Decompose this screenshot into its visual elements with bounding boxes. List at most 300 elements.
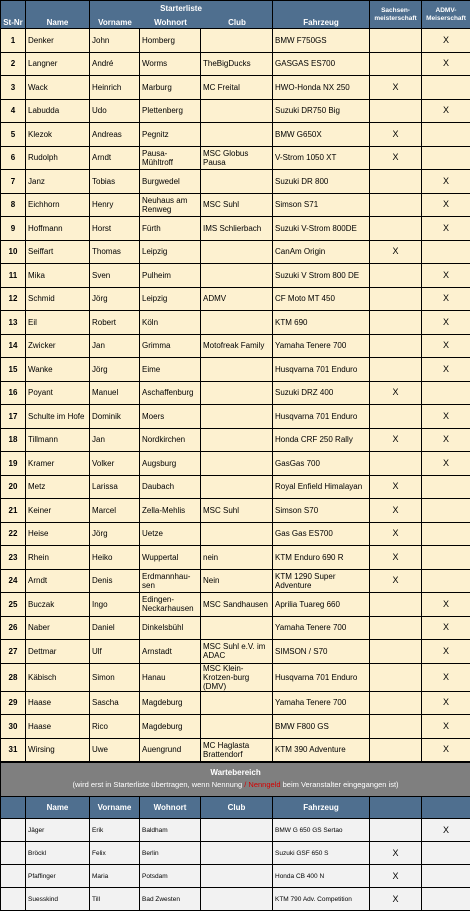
cell-sachsen bbox=[370, 52, 422, 76]
col-header-sachsen: Sachsen-meisterschaft bbox=[370, 1, 422, 29]
cell-nr: 16 bbox=[1, 381, 26, 405]
cell-club bbox=[201, 311, 273, 335]
table-row bbox=[1, 287, 470, 311]
cell-admv: X bbox=[422, 170, 470, 194]
cell-nr: 7 bbox=[1, 170, 26, 194]
cell-wohnort: Aschaffenburg bbox=[140, 381, 201, 405]
cell-club bbox=[201, 240, 273, 264]
cell-fahrzeug: Suzuki DR750 Big bbox=[273, 99, 370, 123]
cell-fahrzeug: Suzuki DR 800 bbox=[273, 170, 370, 194]
cell-name: Wanke bbox=[26, 358, 90, 382]
cell-vorname: Marcel bbox=[90, 499, 140, 523]
cell-sachsen: X bbox=[370, 475, 422, 499]
col-header-club: Club bbox=[201, 18, 273, 27]
table-row bbox=[1, 546, 470, 570]
wait-cell-name: Jäger bbox=[26, 819, 90, 842]
cell-fahrzeug: BMW F750GS bbox=[273, 29, 370, 53]
wait-cell-fahrzeug: Suzuki GSF 650 S bbox=[273, 842, 370, 865]
cell-admv bbox=[422, 146, 470, 170]
cell-vorname: Simon bbox=[90, 663, 140, 691]
cell-vorname: Rico bbox=[90, 715, 140, 739]
cell-nr: 25 bbox=[1, 593, 26, 617]
cell-fahrzeug: BMW G650X bbox=[273, 123, 370, 147]
cell-sachsen: X bbox=[370, 240, 422, 264]
cell-club: MSC Suhl bbox=[201, 499, 273, 523]
cell-wohnort: Magdeburg bbox=[140, 691, 201, 715]
cell-name: Käbisch bbox=[26, 663, 90, 691]
cell-sachsen bbox=[370, 691, 422, 715]
cell-vorname: Ingo bbox=[90, 593, 140, 617]
cell-sachsen bbox=[370, 616, 422, 640]
cell-nr: 12 bbox=[1, 287, 26, 311]
cell-admv: X bbox=[422, 640, 470, 664]
wait-note bbox=[3, 779, 468, 790]
cell-admv: X bbox=[422, 452, 470, 476]
cell-sachsen bbox=[370, 334, 422, 358]
wait-cell-club bbox=[201, 842, 273, 865]
cell-sachsen bbox=[370, 170, 422, 194]
cell-vorname: Volker bbox=[90, 452, 140, 476]
cell-vorname: Jan bbox=[90, 428, 140, 452]
cell-fahrzeug: CanAm Origin bbox=[273, 240, 370, 264]
cell-club: ADMV bbox=[201, 287, 273, 311]
cell-fahrzeug: Husqvarna 701 Enduro bbox=[273, 405, 370, 429]
cell-admv: X bbox=[422, 738, 470, 762]
wait-cell-vorname: Till bbox=[90, 888, 140, 911]
cell-wohnort: Daubach bbox=[140, 475, 201, 499]
cell-wohnort: Magdeburg bbox=[140, 715, 201, 739]
cell-sachsen bbox=[370, 358, 422, 382]
cell-admv: X bbox=[422, 217, 470, 241]
wait-cell-empty bbox=[1, 819, 26, 842]
wait-col-header-fahrzeug: Fahrzeug bbox=[273, 797, 370, 819]
cell-club bbox=[201, 691, 273, 715]
wait-list-row bbox=[1, 819, 470, 842]
wait-cell-fahrzeug: BMW G 650 GS Sertao bbox=[273, 819, 370, 842]
cell-club bbox=[201, 99, 273, 123]
cell-sachsen: X bbox=[370, 76, 422, 100]
wait-note-end: beim Veranstalter eingegangen ist) bbox=[281, 780, 399, 789]
cell-admv: X bbox=[422, 193, 470, 217]
table-row bbox=[1, 616, 470, 640]
cell-wohnort: Neuhaus am Renweg bbox=[140, 193, 201, 217]
cell-fahrzeug: BMW F800 GS bbox=[273, 715, 370, 739]
cell-admv: X bbox=[422, 663, 470, 691]
cell-vorname: Andreas bbox=[90, 123, 140, 147]
wait-cell-vorname: Maria bbox=[90, 865, 140, 888]
cell-wohnort: Leipzig bbox=[140, 287, 201, 311]
cell-club: TheBigDucks bbox=[201, 52, 273, 76]
cell-wohnort: Homberg bbox=[140, 29, 201, 53]
wait-col-header-name: Name bbox=[26, 797, 90, 819]
cell-club: MSC Suhl e.V. im ADAC bbox=[201, 640, 273, 664]
cell-sachsen bbox=[370, 452, 422, 476]
cell-nr: 11 bbox=[1, 264, 26, 288]
cell-nr: 4 bbox=[1, 99, 26, 123]
cell-admv bbox=[422, 499, 470, 523]
table-row bbox=[1, 358, 470, 382]
table-row bbox=[1, 499, 470, 523]
cell-club bbox=[201, 428, 273, 452]
cell-name: Mika bbox=[26, 264, 90, 288]
wait-cell-fahrzeug: KTM 790 Adv. Competition bbox=[273, 888, 370, 911]
cell-wohnort: Leipzig bbox=[140, 240, 201, 264]
cell-vorname: Horst bbox=[90, 217, 140, 241]
cell-sachsen: X bbox=[370, 123, 422, 147]
cell-wohnort: Erdmannhau-sen bbox=[140, 569, 201, 593]
wait-title-cell bbox=[1, 763, 470, 797]
cell-admv bbox=[422, 123, 470, 147]
cell-nr: 29 bbox=[1, 691, 26, 715]
cell-admv: X bbox=[422, 358, 470, 382]
table-row bbox=[1, 593, 470, 617]
cell-nr: 28 bbox=[1, 663, 26, 691]
cell-fahrzeug: KTM 1290 Super Adventure bbox=[273, 569, 370, 593]
wait-cell-sachsen: X bbox=[370, 865, 422, 888]
table-row bbox=[1, 52, 470, 76]
wait-note-red: / Nenngeld bbox=[242, 780, 280, 789]
cell-admv bbox=[422, 546, 470, 570]
wait-cell-vorname: Erik bbox=[90, 819, 140, 842]
wait-cell-empty bbox=[1, 865, 26, 888]
table-row bbox=[1, 715, 470, 739]
cell-club: IMS Schlierbach bbox=[201, 217, 273, 241]
col-header-name: Name bbox=[26, 1, 90, 29]
wait-cell-empty bbox=[1, 888, 26, 911]
wait-list-row bbox=[1, 865, 470, 888]
cell-vorname: Heiko bbox=[90, 546, 140, 570]
cell-name: Haase bbox=[26, 691, 90, 715]
cell-nr: 10 bbox=[1, 240, 26, 264]
cell-vorname: Udo bbox=[90, 99, 140, 123]
table-row bbox=[1, 452, 470, 476]
cell-sachsen bbox=[370, 217, 422, 241]
cell-admv bbox=[422, 240, 470, 264]
cell-club bbox=[201, 475, 273, 499]
cell-name: Schulte im Hofe bbox=[26, 405, 90, 429]
wait-title: Wartebereich bbox=[3, 767, 468, 779]
table-row bbox=[1, 334, 470, 358]
table-row bbox=[1, 311, 470, 335]
wait-cell-admv bbox=[422, 888, 470, 911]
wait-col-header-vorname: Vorname bbox=[90, 797, 140, 819]
cell-fahrzeug: CF Moto MT 450 bbox=[273, 287, 370, 311]
cell-club: Nein bbox=[201, 569, 273, 593]
cell-wohnort: Pausa-Mühltroff bbox=[140, 146, 201, 170]
cell-sachsen bbox=[370, 405, 422, 429]
cell-name: Haase bbox=[26, 715, 90, 739]
col-header-wohnort: Wohnort bbox=[140, 18, 201, 27]
cell-club bbox=[201, 616, 273, 640]
cell-sachsen bbox=[370, 738, 422, 762]
cell-vorname: Sven bbox=[90, 264, 140, 288]
cell-club bbox=[201, 170, 273, 194]
col-header-nr: St-Nr bbox=[1, 1, 26, 29]
cell-vorname: Jörg bbox=[90, 287, 140, 311]
cell-sachsen bbox=[370, 640, 422, 664]
cell-admv: X bbox=[422, 311, 470, 335]
cell-name: Eichhorn bbox=[26, 193, 90, 217]
cell-vorname: Sascha bbox=[90, 691, 140, 715]
cell-vorname: Daniel bbox=[90, 616, 140, 640]
table-row bbox=[1, 663, 470, 691]
cell-club bbox=[201, 522, 273, 546]
cell-admv: X bbox=[422, 334, 470, 358]
cell-vorname: Robert bbox=[90, 311, 140, 335]
wait-cell-name: Suesskind bbox=[26, 888, 90, 911]
cell-vorname: Jörg bbox=[90, 522, 140, 546]
cell-club bbox=[201, 452, 273, 476]
cell-vorname: Arndt bbox=[90, 146, 140, 170]
cell-admv bbox=[422, 475, 470, 499]
cell-nr: 23 bbox=[1, 546, 26, 570]
cell-vorname: Henry bbox=[90, 193, 140, 217]
table-row bbox=[1, 264, 470, 288]
wait-cell-wohnort: Berlin bbox=[140, 842, 201, 865]
table-row bbox=[1, 691, 470, 715]
cell-name: Rhein bbox=[26, 546, 90, 570]
cell-sachsen: X bbox=[370, 546, 422, 570]
cell-club: MSC Globus Pausa bbox=[201, 146, 273, 170]
cell-wohnort: Burgwedel bbox=[140, 170, 201, 194]
cell-nr: 2 bbox=[1, 52, 26, 76]
cell-wohnort: Wuppertal bbox=[140, 546, 201, 570]
cell-fahrzeug: Husqvarna 701 Enduro bbox=[273, 663, 370, 691]
col-header-vorname: Vorname bbox=[90, 18, 140, 27]
cell-sachsen: X bbox=[370, 146, 422, 170]
table-row bbox=[1, 428, 470, 452]
cell-name: Wack bbox=[26, 76, 90, 100]
cell-admv: X bbox=[422, 52, 470, 76]
table-row bbox=[1, 522, 470, 546]
cell-fahrzeug: KTM 690 bbox=[273, 311, 370, 335]
cell-vorname: André bbox=[90, 52, 140, 76]
wait-cell-admv bbox=[422, 865, 470, 888]
col-header-admv: ADMV-Meiserschaft bbox=[422, 1, 470, 29]
wait-header-row bbox=[1, 797, 470, 819]
cell-nr: 6 bbox=[1, 146, 26, 170]
cell-vorname: Manuel bbox=[90, 381, 140, 405]
cell-admv bbox=[422, 76, 470, 100]
table-row bbox=[1, 76, 470, 100]
cell-sachsen bbox=[370, 287, 422, 311]
wait-col-admv bbox=[422, 797, 470, 819]
table-row bbox=[1, 217, 470, 241]
table-row bbox=[1, 569, 470, 593]
cell-wohnort: Dinkelsbühl bbox=[140, 616, 201, 640]
cell-nr: 24 bbox=[1, 569, 26, 593]
cell-club bbox=[201, 123, 273, 147]
cell-fahrzeug: Yamaha Tenere 700 bbox=[273, 616, 370, 640]
wait-col-header-club: Club bbox=[201, 797, 273, 819]
cell-name: Kramer bbox=[26, 452, 90, 476]
cell-sachsen: X bbox=[370, 569, 422, 593]
cell-wohnort: Pegnitz bbox=[140, 123, 201, 147]
cell-admv bbox=[422, 569, 470, 593]
cell-vorname: Thomas bbox=[90, 240, 140, 264]
cell-nr: 1 bbox=[1, 29, 26, 53]
cell-wohnort: Grimma bbox=[140, 334, 201, 358]
cell-name: Schmid bbox=[26, 287, 90, 311]
cell-club: MSC Suhl bbox=[201, 193, 273, 217]
cell-wohnort: Moers bbox=[140, 405, 201, 429]
cell-club bbox=[201, 358, 273, 382]
table-row bbox=[1, 640, 470, 664]
cell-fahrzeug: Suzuki V-Strom 800DE bbox=[273, 217, 370, 241]
cell-sachsen bbox=[370, 593, 422, 617]
wait-cell-wohnort: Baldham bbox=[140, 819, 201, 842]
wait-cell-sachsen: X bbox=[370, 842, 422, 865]
cell-name: Keiner bbox=[26, 499, 90, 523]
cell-sachsen bbox=[370, 99, 422, 123]
cell-wohnort: Zella-Mehlis bbox=[140, 499, 201, 523]
cell-name: Wirsing bbox=[26, 738, 90, 762]
cell-name: Denker bbox=[26, 29, 90, 53]
cell-vorname: Jörg bbox=[90, 358, 140, 382]
table-row bbox=[1, 381, 470, 405]
cell-fahrzeug: Yamaha Tenere 700 bbox=[273, 334, 370, 358]
cell-admv: X bbox=[422, 264, 470, 288]
cell-fahrzeug: GasGas 700 bbox=[273, 452, 370, 476]
cell-admv: X bbox=[422, 616, 470, 640]
cell-fahrzeug: Aprilia Tuareg 660 bbox=[273, 593, 370, 617]
wait-cell-fahrzeug: Honda CB 400 N bbox=[273, 865, 370, 888]
cell-nr: 15 bbox=[1, 358, 26, 382]
cell-club bbox=[201, 264, 273, 288]
cell-wohnort: Köln bbox=[140, 311, 201, 335]
wait-col-sachsen bbox=[370, 797, 422, 819]
table-row bbox=[1, 170, 470, 194]
cell-vorname: Dominik bbox=[90, 405, 140, 429]
cell-nr: 17 bbox=[1, 405, 26, 429]
cell-name: Klezok bbox=[26, 123, 90, 147]
cell-wohnort: Augsburg bbox=[140, 452, 201, 476]
cell-sachsen: X bbox=[370, 499, 422, 523]
wait-cell-admv: X bbox=[422, 819, 470, 842]
cell-name: Hoffmann bbox=[26, 217, 90, 241]
cell-fahrzeug: KTM 390 Adventure bbox=[273, 738, 370, 762]
cell-name: Janz bbox=[26, 170, 90, 194]
cell-club: nein bbox=[201, 546, 273, 570]
cell-fahrzeug: Suzuki DRZ 400 bbox=[273, 381, 370, 405]
cell-name: Heise bbox=[26, 522, 90, 546]
table-row bbox=[1, 193, 470, 217]
cell-nr: 9 bbox=[1, 217, 26, 241]
cell-name: Dettmar bbox=[26, 640, 90, 664]
cell-vorname: Heinrich bbox=[90, 76, 140, 100]
cell-admv: X bbox=[422, 405, 470, 429]
cell-wohnort: Arnstadt bbox=[140, 640, 201, 664]
cell-fahrzeug: Simson S71 bbox=[273, 193, 370, 217]
cell-club bbox=[201, 715, 273, 739]
wait-list-row bbox=[1, 842, 470, 865]
cell-name: Eil bbox=[26, 311, 90, 335]
cell-admv: X bbox=[422, 593, 470, 617]
cell-name: Zwicker bbox=[26, 334, 90, 358]
cell-vorname: John bbox=[90, 29, 140, 53]
cell-club: MC Haglasta Brattendorf bbox=[201, 738, 273, 762]
cell-wohnort: Hanau bbox=[140, 663, 201, 691]
cell-nr: 5 bbox=[1, 123, 26, 147]
cell-vorname: Tobias bbox=[90, 170, 140, 194]
cell-sachsen: X bbox=[370, 522, 422, 546]
wait-note-start: (wird erst in Starterliste übertragen, wenn Nennung bbox=[73, 780, 243, 789]
cell-nr: 18 bbox=[1, 428, 26, 452]
cell-club: MSC Sandhausen bbox=[201, 593, 273, 617]
cell-club: MC Freital bbox=[201, 76, 273, 100]
table-row bbox=[1, 29, 470, 53]
cell-fahrzeug: Royal Enfield Himalayan bbox=[273, 475, 370, 499]
cell-wohnort: Eime bbox=[140, 358, 201, 382]
table-row bbox=[1, 738, 470, 762]
cell-sachsen bbox=[370, 663, 422, 691]
cell-nr: 19 bbox=[1, 452, 26, 476]
cell-sachsen: X bbox=[370, 428, 422, 452]
wait-cell-wohnort: Potsdam bbox=[140, 865, 201, 888]
cell-wohnort: Fürth bbox=[140, 217, 201, 241]
wait-cell-vorname: Felix bbox=[90, 842, 140, 865]
cell-vorname: Denis bbox=[90, 569, 140, 593]
cell-nr: 3 bbox=[1, 76, 26, 100]
title-and-headers bbox=[90, 1, 273, 29]
cell-fahrzeug: Simson S70 bbox=[273, 499, 370, 523]
wait-cell-club bbox=[201, 819, 273, 842]
cell-name: Poyant bbox=[26, 381, 90, 405]
cell-admv bbox=[422, 522, 470, 546]
cell-sachsen bbox=[370, 715, 422, 739]
cell-admv bbox=[422, 381, 470, 405]
cell-vorname: Uwe bbox=[90, 738, 140, 762]
cell-name: Metz bbox=[26, 475, 90, 499]
cell-sachsen: X bbox=[370, 381, 422, 405]
table-row bbox=[1, 99, 470, 123]
cell-admv: X bbox=[422, 287, 470, 311]
wait-cell-sachsen: X bbox=[370, 888, 422, 911]
cell-admv: X bbox=[422, 29, 470, 53]
cell-nr: 31 bbox=[1, 738, 26, 762]
cell-sachsen bbox=[370, 264, 422, 288]
cell-vorname: Larissa bbox=[90, 475, 140, 499]
cell-name: Rudolph bbox=[26, 146, 90, 170]
cell-sachsen bbox=[370, 29, 422, 53]
wait-cell-wohnort: Bad Zwesten bbox=[140, 888, 201, 911]
cell-name: Naber bbox=[26, 616, 90, 640]
wait-cell-club bbox=[201, 888, 273, 911]
cell-wohnort: Uetze bbox=[140, 522, 201, 546]
table-row bbox=[1, 146, 470, 170]
cell-nr: 13 bbox=[1, 311, 26, 335]
cell-admv: X bbox=[422, 691, 470, 715]
cell-wohnort: Nordkirchen bbox=[140, 428, 201, 452]
cell-admv: X bbox=[422, 428, 470, 452]
cell-wohnort: Worms bbox=[140, 52, 201, 76]
cell-name: Tillmann bbox=[26, 428, 90, 452]
wait-cell-name: Pfaffinger bbox=[26, 865, 90, 888]
cell-club bbox=[201, 381, 273, 405]
cell-fahrzeug: Husqvarna 701 Enduro bbox=[273, 358, 370, 382]
cell-fahrzeug: Suzuki V Strom 800 DE bbox=[273, 264, 370, 288]
cell-nr: 26 bbox=[1, 616, 26, 640]
cell-fahrzeug: SIMSON / S70 bbox=[273, 640, 370, 664]
cell-nr: 8 bbox=[1, 193, 26, 217]
cell-wohnort: Edingen-Neckarhausen bbox=[140, 593, 201, 617]
cell-wohnort: Marburg bbox=[140, 76, 201, 100]
col-header-fahrzeug: Fahrzeug bbox=[273, 1, 370, 29]
cell-sachsen bbox=[370, 311, 422, 335]
wait-cell-empty bbox=[1, 842, 26, 865]
cell-nr: 14 bbox=[1, 334, 26, 358]
wait-cell-name: Bröckl bbox=[26, 842, 90, 865]
